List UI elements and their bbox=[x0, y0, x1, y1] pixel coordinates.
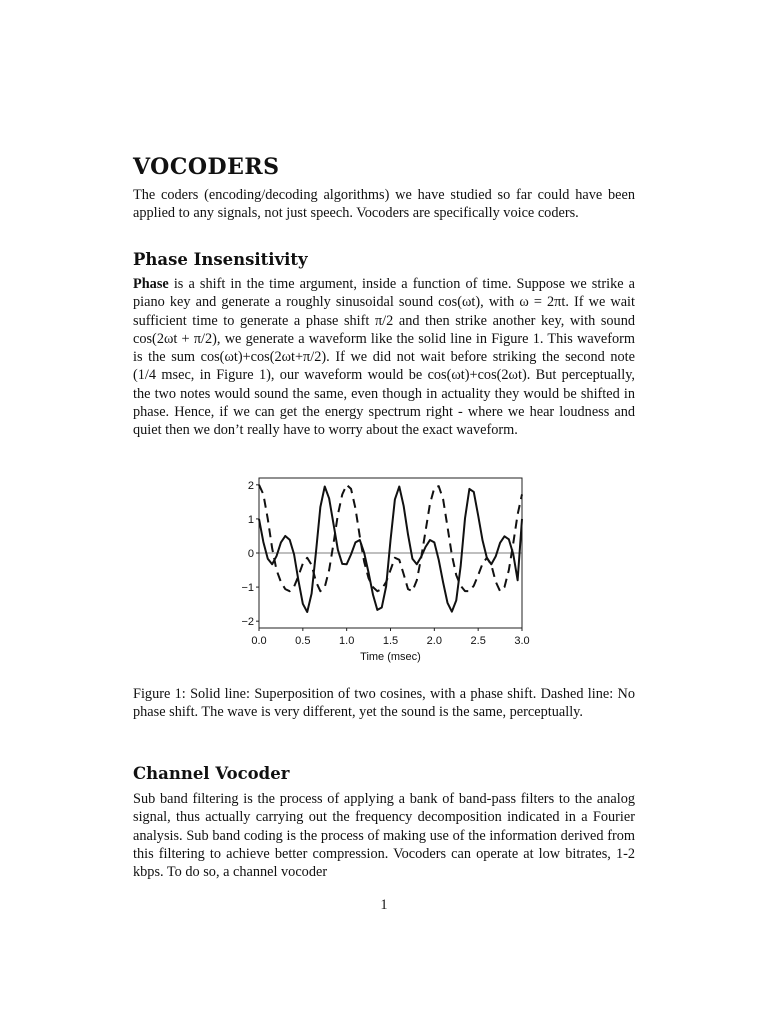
page-number: 1 bbox=[380, 897, 388, 913]
figure-1-chart bbox=[220, 470, 540, 670]
figure-caption: Figure 1: Solid line: Superposition of two cosines, with a phase shift. Dashed line: No phase shift. The wave is very different, yet the sound is the same, perceptually. bbox=[133, 686, 635, 721]
phase-body: is a shift in the time argument, inside a function of time. Suppose we strike a piano key and generate a roughly sinusoidal sound cos(ωt), with ω = 2πt. If we wait sufficient time to generate a phase shift π/2 and then strike another key, with sound cos(2ωt + π/2), we generate a waveform like the solid line in Figure 1. This waveform is the sum cos(ωt)+cos(2ωt+π/2). If we did not wait before striking the second note (1/4 msec, in Figure 1), our waveform would be cos(ωt)+cos(2ωt). But perceptually, the two notes would sound the same, even though in actuality they would be shifted in phase. Hence, if we can get the energy spectrum right - where we hear loudness and quiet then we don’t really have to worry about the exact waveform. bbox=[133, 276, 635, 439]
x-tick-label: 0.5 bbox=[295, 635, 311, 647]
y-tick-label: 2 bbox=[247, 479, 254, 492]
series-line-solid bbox=[259, 487, 522, 612]
x-tick-label: 0.0 bbox=[251, 635, 267, 647]
intro-paragraph: The coders (encoding/decoding algorithms) we have studied so far could have been applied to any signals, not just speech. Vocoders are specifically voice coders. bbox=[133, 187, 635, 222]
y-tick-label: 0 bbox=[247, 548, 254, 560]
y-tick-label: 1 bbox=[247, 513, 254, 526]
y-tick-label: −2 bbox=[241, 616, 254, 629]
x-tick-label: 3.0 bbox=[514, 635, 530, 647]
phase-term: Phase bbox=[133, 276, 169, 292]
x-tick-label: 2.0 bbox=[426, 635, 442, 647]
y-tick-label: −1 bbox=[241, 582, 254, 595]
x-tick-label: 1.0 bbox=[339, 635, 355, 647]
section-heading-channel-vocoder: Channel Vocoder bbox=[133, 764, 290, 783]
page-title: VOCODERS bbox=[133, 154, 280, 180]
x-tick-label: 2.5 bbox=[470, 635, 486, 647]
phase-paragraph bbox=[133, 275, 635, 440]
x-axis-label: Time (msec) bbox=[360, 651, 421, 663]
channel-vocoder-paragraph: Sub band filtering is the process of applying a bank of band-pass filters to the analog signal, thus actually carrying out the frequency decomposition indicated in a Fourier analysis. Sub band coding is the process of making use of the information derived from this filtering to achieve better compression. Vocoders can operate at low bitrates, 1-2 kbps. To do so, a channel vocoder bbox=[133, 791, 635, 881]
section-heading-phase: Phase Insensitivity bbox=[133, 250, 308, 269]
x-tick-label: 1.5 bbox=[382, 635, 399, 647]
